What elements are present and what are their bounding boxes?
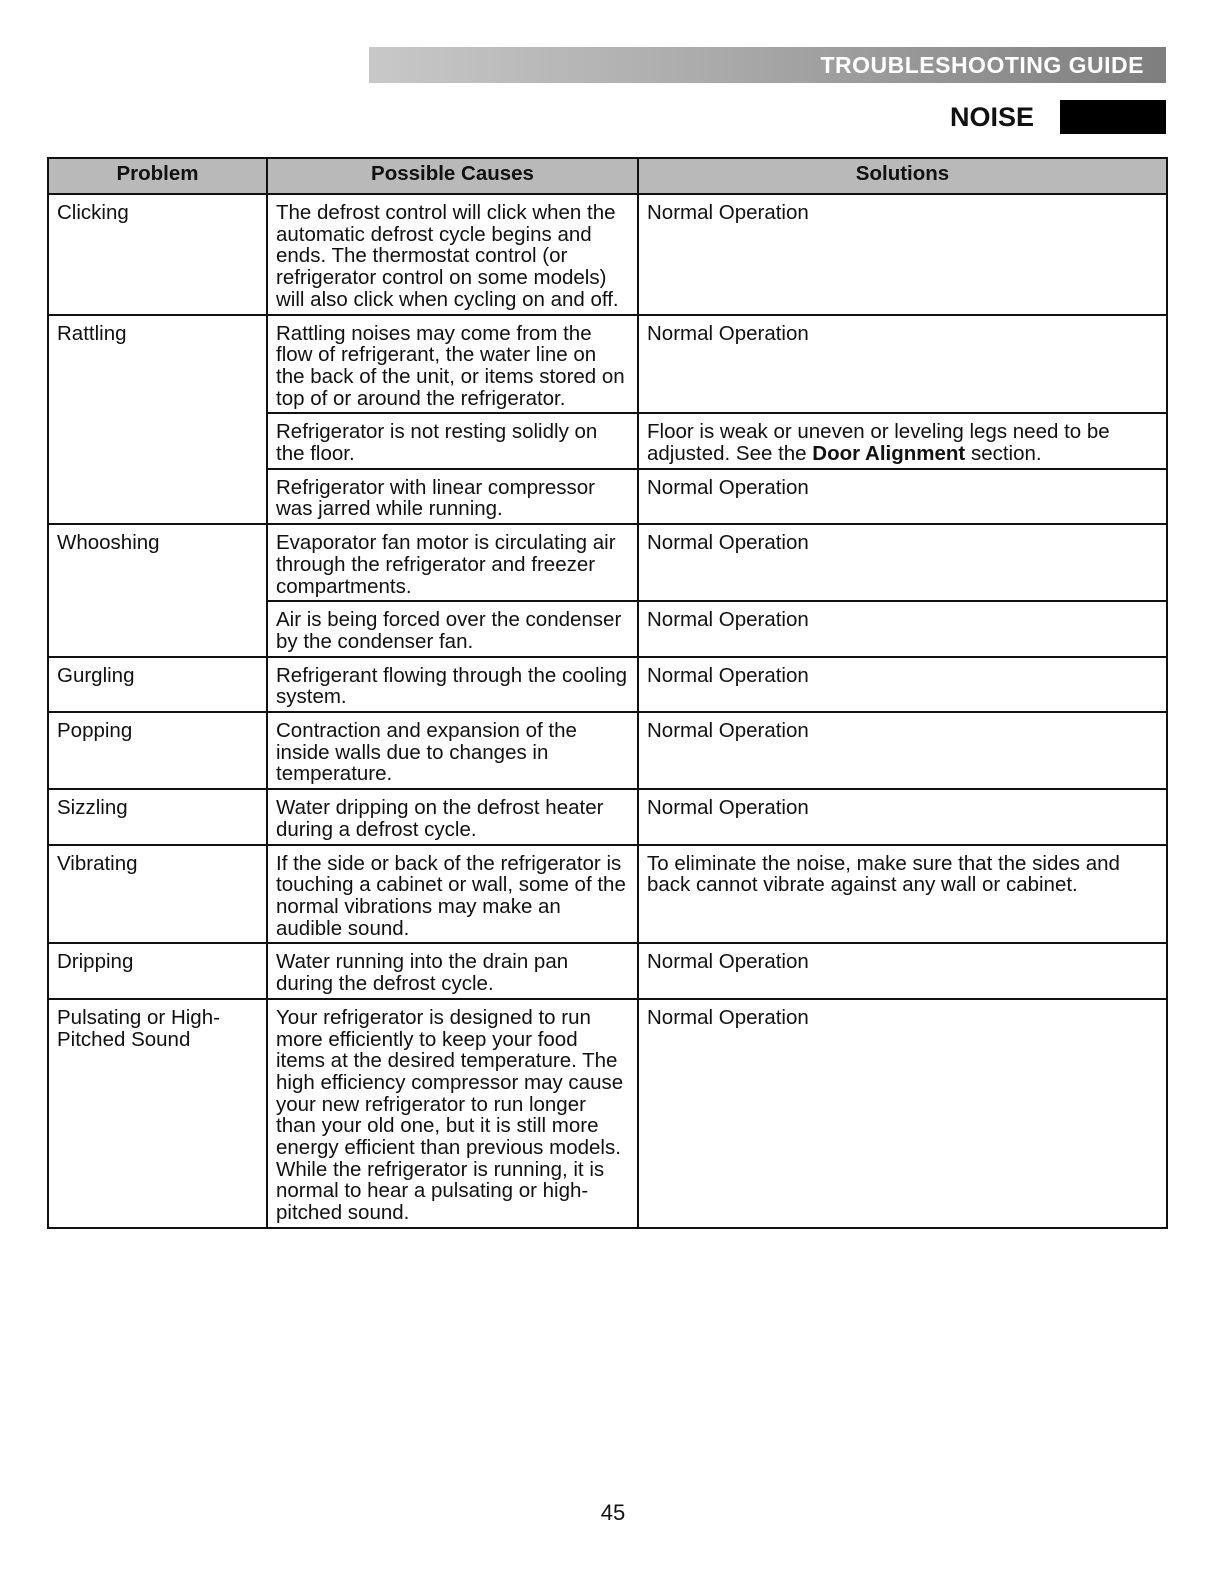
table-row [48, 845, 1167, 944]
solution-cell: Normal Operation [638, 789, 1167, 844]
cause-cell: Water dripping on the defrost heater during a defrost cycle. [267, 789, 638, 844]
solution-cell: Normal Operation [638, 999, 1167, 1228]
table-row [48, 657, 1167, 712]
solution-cell: Normal Operation [638, 943, 1167, 998]
problem-cell: Sizzling [48, 789, 267, 844]
solution-cell: Normal Operation [638, 712, 1167, 789]
cause-cell: Water running into the drain pan during the defrost cycle. [267, 943, 638, 998]
solution-text-end: section. [965, 442, 1042, 466]
header-problem: Problem [48, 158, 267, 194]
cause-cell: Your refrigerator is designed to run more efficiently to keep your food items at the desired temperature. The high efficiency compressor may cause your new refrigerator to run longer than your old one, but it is still more energy efficient than previous models. While the refrigerator is running, it is normal to hear a pulsating or high-pitched sound. [267, 999, 638, 1228]
problem-cell: Gurgling [48, 657, 267, 712]
cause-cell: Refrigerator is not resting solidly on the floor. [267, 413, 638, 468]
problem-cell: Vibrating [48, 845, 267, 944]
table-row [48, 999, 1167, 1228]
table-row [48, 943, 1167, 998]
table-header-row [48, 158, 1167, 194]
banner-title: TROUBLESHOOTING GUIDE [820, 52, 1144, 78]
section-title: NOISE [949, 102, 1034, 132]
solution-cell: Normal Operation [638, 469, 1167, 524]
section-marker-block [1060, 100, 1166, 134]
cause-cell: Refrigerant flowing through the cooling system. [267, 657, 638, 712]
solution-cell: To eliminate the noise, make sure that the sides and back cannot vibrate against any wall or cabinet. [638, 845, 1167, 944]
section-banner [369, 47, 1166, 83]
page-number: 45 [600, 1500, 626, 1525]
solution-cell [638, 413, 1167, 468]
cause-cell: The defrost control will click when the automatic defrost cycle begins and ends. The thermostat control (or refrigerator control on some models) will also click when cycling on and off. [267, 194, 638, 315]
problem-cell: Popping [48, 712, 267, 789]
cause-cell: Evaporator fan motor is circulating air through the refrigerator and freezer compartments. [267, 524, 638, 601]
cause-cell: Contraction and expansion of the inside walls due to changes in temperature. [267, 712, 638, 789]
problem-cell: Rattling [48, 315, 267, 525]
cause-cell: If the side or back of the refrigerator is touching a cabinet or wall, some of the normal vibrations may make an audible sound. [267, 845, 638, 944]
cause-cell: Refrigerator with linear compressor was jarred while running. [267, 469, 638, 524]
cause-cell: Rattling noises may come from the flow of refrigerant, the water line on the back of the unit, or items stored on top of or around the refrigerator. [267, 315, 638, 414]
door-alignment-reference: Door Alignment [812, 442, 966, 466]
section-header [950, 100, 1166, 134]
solution-cell: Normal Operation [638, 601, 1167, 656]
solution-cell: Normal Operation [638, 657, 1167, 712]
header-possible-causes: Possible Causes [267, 158, 638, 194]
table-row [48, 194, 1167, 315]
problem-cell: Pulsating or High-Pitched Sound [48, 999, 267, 1228]
solution-cell: Normal Operation [638, 524, 1167, 601]
solution-text: Floor is weak or uneven or leveling legs need to be adjusted. See the [647, 420, 1110, 466]
table-row [48, 789, 1167, 844]
header-solutions: Solutions [638, 158, 1167, 194]
table-row [48, 712, 1167, 789]
solution-cell: Normal Operation [638, 315, 1167, 414]
table-row [48, 524, 1167, 601]
problem-cell: Whooshing [48, 524, 267, 657]
cause-cell: Air is being forced over the condenser by the condenser fan. [267, 601, 638, 656]
table-row [48, 315, 1167, 414]
problem-cell: Clicking [48, 194, 267, 315]
troubleshooting-table [47, 157, 1168, 1229]
problem-cell: Dripping [48, 943, 267, 998]
solution-cell: Normal Operation [638, 194, 1167, 315]
